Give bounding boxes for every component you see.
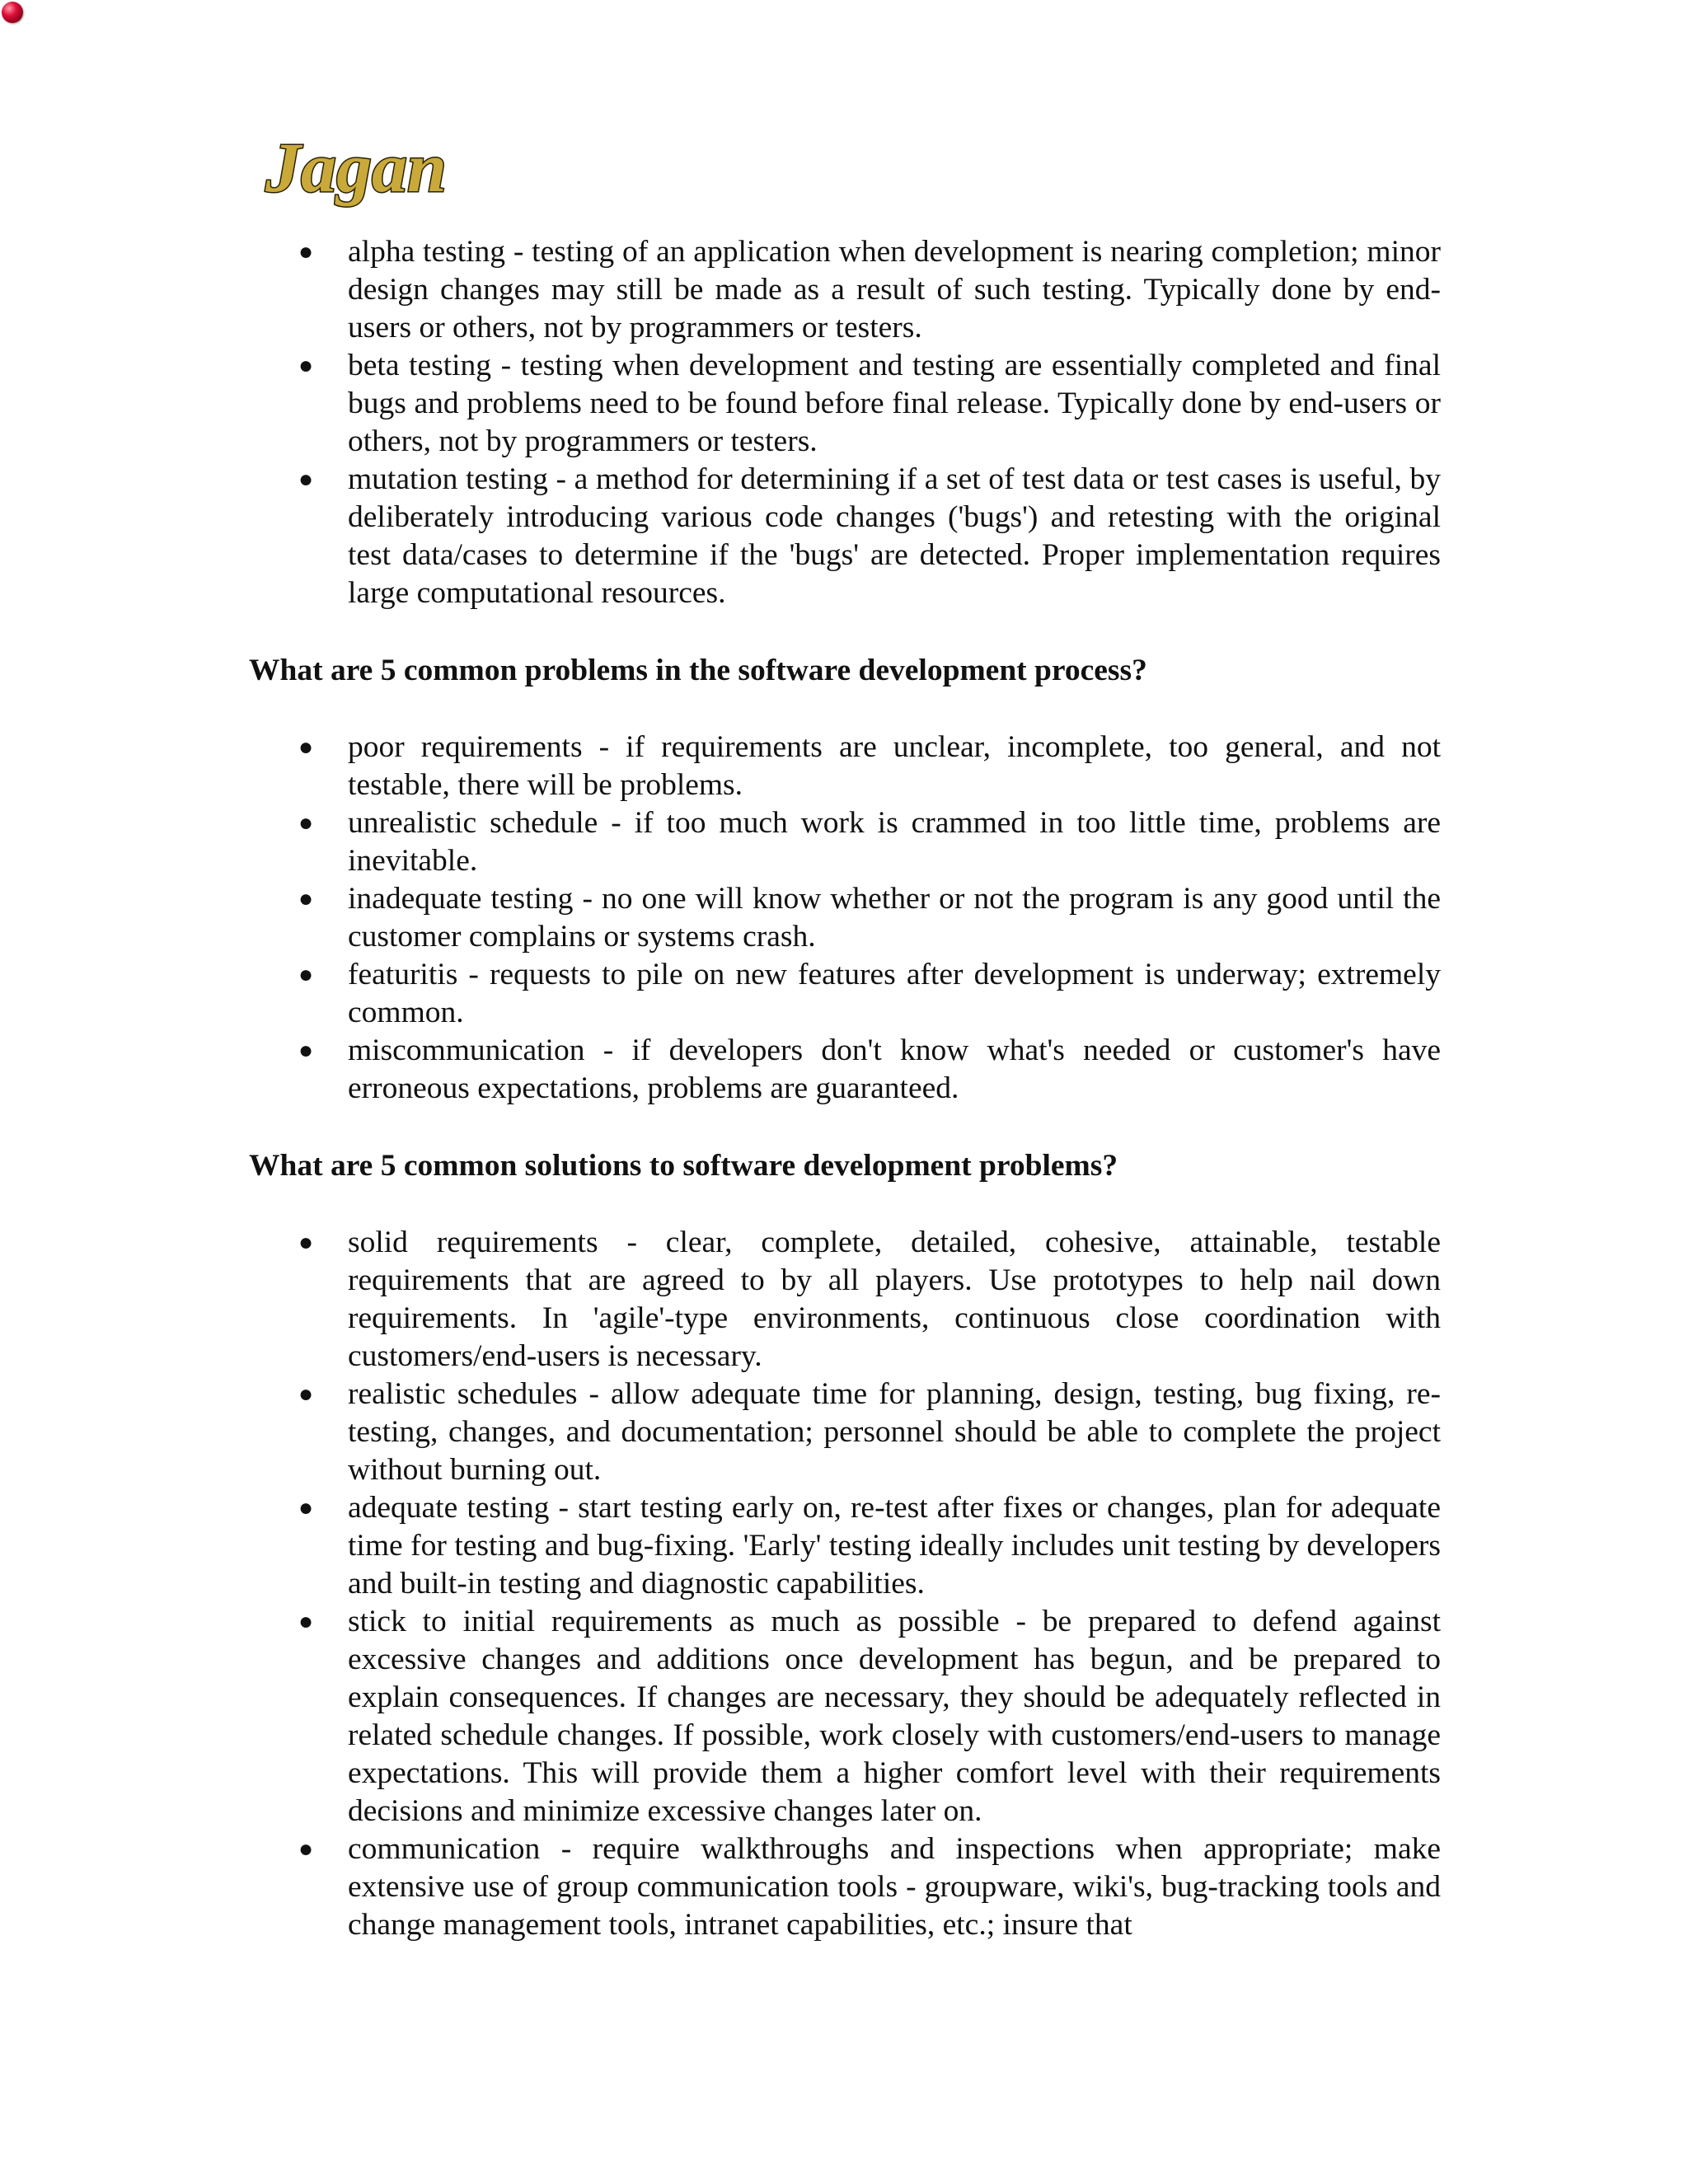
list-item (249, 1224, 1441, 1376)
bullet-icon: ● (298, 733, 314, 761)
list-item-text: beta testing - testing when development and testing are essentially completed and final bugs and problems need to be found before final release. Typically done by end-users or others, not by programmers or testers. (348, 349, 1441, 458)
list-item-text: stick to initial requirements as much as possible - be prepared to defend against excessive changes and additions once development has begun, and be prepared to explain consequences. If changes are necessary, they should be adequately reflected in related schedule changes. If possible, work closely with customers/end-users to manage expectations. This will provide them a higher comfort level with their requirements decisions and minimize excessive changes later on. (348, 1605, 1441, 1828)
bullet-icon: ● (298, 1380, 314, 1408)
list-item-text: alpha testing - testing of an application when development is nearing completion; minor design changes may still be made as a result of such testing. Typically done by end-users or others, not by programmers or testers. (348, 235, 1441, 344)
problems-list (249, 729, 1441, 1108)
list-item-text: miscommunication - if developers don't know what's needed or customer's have erroneous expectations, problems are guaranteed. (348, 1033, 1441, 1105)
list-item-text: mutation testing - a method for determining if a set of test data or test cases is useful, by deliberately introducing various code changes ('bugs') and retesting with the original test data/cases to determine if the 'bugs' are detected. Proper implementation requires large computational resources. (348, 462, 1441, 610)
testing-types-list (249, 233, 1441, 612)
bullet-icon: ● (298, 1835, 314, 1863)
bullet-icon: ● (298, 961, 314, 988)
list-item-text: solid requirements - clear, complete, detailed, cohesive, attainable, testable requirements that are agreed to by all players. Use prototypes to help nail down requirements. In 'agile'-type environments, continuous close coordination with customers/end-users is necessary. (348, 1226, 1441, 1373)
list-item (249, 1603, 1441, 1830)
solutions-heading: What are 5 common solutions to software development problems? (249, 1149, 1118, 1183)
list-item-text: featuritis - requests to pile on new features after development is underway; extremely common. (348, 958, 1441, 1029)
bullet-icon: ● (298, 1608, 314, 1635)
list-item-text: poor requirements - if requirements are unclear, incomplete, too general, and not testable, there will be problems. (348, 730, 1441, 802)
jagan-logo (262, 124, 460, 223)
list-item (249, 880, 1441, 956)
bullet-icon: ● (298, 1494, 314, 1521)
list-item (249, 1830, 1441, 1944)
list-item (249, 1489, 1441, 1603)
solutions-list (249, 1224, 1441, 1944)
list-item-text: inadequate testing - no one will know whether or not the program is any good until the customer complains or systems crash. (348, 882, 1441, 954)
list-item (249, 461, 1441, 612)
list-item-text: communication - require walkthroughs and inspections when appropriate; make extensive use of group communication tools - groupware, wiki's, bug-tracking tools and change management tools, intranet capabilities, etc.; insure that (348, 1832, 1441, 1942)
list-item (249, 347, 1441, 461)
list-item (249, 729, 1441, 804)
list-item (249, 1032, 1441, 1108)
list-item-text: adequate testing - start testing early on, re-test after fixes or changes, plan for adequate time for testing and bug-fixing. 'Early' testing ideally includes unit testing by developers and built-in testing and diagnostic capabilities. (348, 1491, 1441, 1601)
bullet-icon: ● (298, 1229, 314, 1256)
bullet-icon: ● (298, 466, 314, 493)
logo-text: Jagan (265, 128, 447, 207)
bullet-icon: ● (298, 352, 314, 379)
document-body (249, 233, 1441, 1944)
bullet-icon: ● (298, 1037, 314, 1064)
bullet-icon: ● (298, 885, 314, 912)
corner-dot-icon (2, 2, 23, 23)
bullet-icon: ● (298, 809, 314, 837)
bullet-icon: ● (298, 238, 314, 265)
list-item (249, 956, 1441, 1032)
list-item (249, 804, 1441, 880)
list-item (249, 233, 1441, 347)
list-item-text: realistic schedules - allow adequate time for planning, design, testing, bug fixing, re-testing, changes, and documentation; personnel should be able to complete the project without burning out. (348, 1377, 1441, 1487)
list-item-text: unrealistic schedule - if too much work is crammed in too little time, problems are inevitable. (348, 806, 1441, 878)
list-item (249, 1376, 1441, 1489)
problems-heading: What are 5 common problems in the software development process? (249, 654, 1147, 687)
